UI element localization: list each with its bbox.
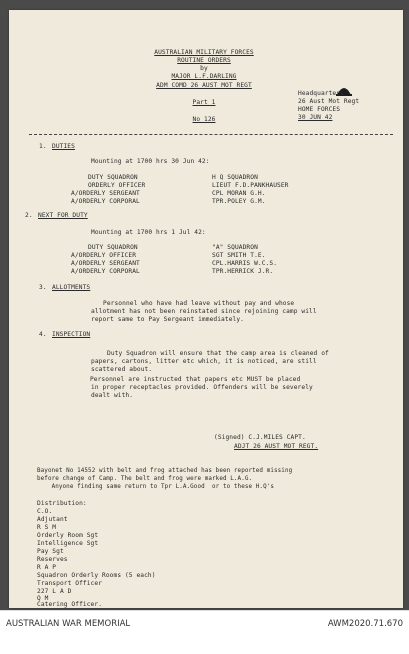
allotments-line-3: report same to Pay Sergeant immediately.: [91, 316, 245, 323]
hq-line-2: 26 Aust Mot Regt: [298, 98, 360, 105]
section-2-mounting: Mounting at 1700 hrs 1 Jul 42:: [91, 229, 206, 236]
signature-line-1: (Signed) C.J.MILES CAPT.: [214, 434, 306, 441]
duties-right-1: H Q SQUADRON: [212, 174, 258, 181]
distribution-item: C.O.: [37, 508, 53, 515]
notice-line-3: Anyone finding same return to Tpr L.A.Good or to these H.Q's: [37, 484, 275, 490]
inspection-line-4: Personnel are instructed that papers etc MUST be placed: [67, 376, 301, 383]
duties-right-2: LIEUT F.D.PANKHAUSER: [212, 182, 289, 189]
hq-line-1: Headquarters: [298, 90, 344, 97]
next-right-4: TPR.HERRICK J.R.: [212, 268, 274, 275]
section-3-heading: ALLOTMENTS: [52, 284, 91, 291]
footer-accession-number: AWM2020.71.670: [327, 619, 403, 629]
allotments-line-1: Personnel who have had leave without pay and whose: [103, 300, 295, 307]
footer-bar: [0, 610, 409, 654]
inspection-line-2: papers, cartons, litter etc which, it is noticed, are still: [91, 358, 317, 365]
hq-line-3: HOME FORCES: [298, 106, 341, 113]
distribution-heading: Distribution:: [37, 500, 87, 507]
doc-title-line-2: ROUTINE ORDERS: [177, 57, 231, 64]
doc-title-line-3: by: [200, 65, 208, 72]
distribution-item: Transport Officer: [37, 580, 103, 587]
distribution-item: R S M: [37, 524, 57, 531]
next-right-2: SGT SMITH T.E.: [212, 252, 266, 259]
distribution-item: R A P: [37, 564, 57, 571]
doc-title-line-4: MAJOR L.F.DARLING: [171, 73, 237, 80]
duties-right-3: CPL MORAN G.H.: [212, 190, 266, 197]
document-page: [9, 10, 403, 608]
inspection-line-6: dealt with.: [91, 392, 134, 399]
header-divider: [29, 134, 393, 135]
inspection-line-1: Duty Squadron will ensure that the camp area is cleaned of: [107, 350, 329, 357]
duties-left-1: DUTY SQUADRON: [88, 174, 138, 181]
section-1-number: 1.: [39, 143, 47, 150]
doc-part: Part 1: [192, 99, 216, 106]
section-2-number: 2.: [25, 212, 33, 219]
section-4-heading: INSPECTION: [52, 331, 91, 338]
footer-source: AUSTRALIAN WAR MEMORIAL: [6, 619, 131, 629]
section-3-number: 3.: [39, 284, 47, 291]
notice-line-2: before change of Camp. The belt and frog were marked L.A.G.: [37, 476, 253, 482]
duties-right-4: TPR.POLEY G.M.: [212, 198, 266, 205]
inspection-line-3: scattered about.: [91, 366, 153, 373]
distribution-item: Squadron Orderly Rooms (5 each): [37, 572, 156, 579]
distribution-item: Intelligence Sgt: [37, 540, 99, 547]
next-right-1: "A" SQUADRON: [212, 244, 258, 251]
section-2-heading: NEXT FOR DUTY: [38, 212, 88, 219]
next-left-2: A/ORDERLY OFFICER: [71, 252, 137, 259]
next-right-3: CPL.HARRIS W.C.S.: [212, 260, 278, 267]
distribution-item: Adjutant: [37, 516, 68, 523]
next-left-4: A/ORDERLY CORPORAL: [71, 268, 140, 275]
section-1-heading: DUTIES: [52, 143, 75, 150]
duties-left-2: ORDERLY OFFICER: [88, 182, 146, 189]
doc-number: No 126: [192, 116, 216, 123]
distribution-item: Orderly Room Sgt: [37, 532, 99, 539]
distribution-item: Q M: [37, 595, 49, 602]
doc-title-line-1: AUSTRALIAN MILITARY FORCES: [154, 49, 254, 56]
inspection-line-5: in proper receptacles provided. Offenders will be severely: [91, 384, 313, 391]
next-left-3: A/ORDERLY SERGEANT: [71, 260, 140, 267]
section-1-mounting: Mounting at 1700 hrs 30 Jun 42:: [91, 158, 210, 165]
distribution-item: Catering Officer.: [37, 601, 103, 608]
distribution-item: 227 L A D: [37, 588, 72, 595]
next-left-1: DUTY SQUADRON: [88, 244, 138, 251]
duties-left-3: A/ORDERLY SERGEANT: [71, 190, 140, 197]
signature-line-2: ADJT 26 AUST MOT REGT.: [234, 443, 319, 450]
duties-left-4: A/ORDERLY CORPORAL: [71, 198, 140, 205]
section-4-number: 4.: [39, 331, 47, 338]
notice-line-1: Bayonet No 14552 with belt and frog attached has been reported missing: [37, 468, 293, 474]
hq-date: 30 JUN 42: [298, 114, 333, 121]
distribution-item: Reserves: [37, 556, 68, 563]
distribution-item: Pay Sgt: [37, 548, 64, 555]
doc-title-line-5: ADM COMD 26 AUST MOT REGT: [156, 82, 252, 89]
allotments-line-2: allotment has not been reinstated since rejoining camp will: [91, 308, 317, 315]
